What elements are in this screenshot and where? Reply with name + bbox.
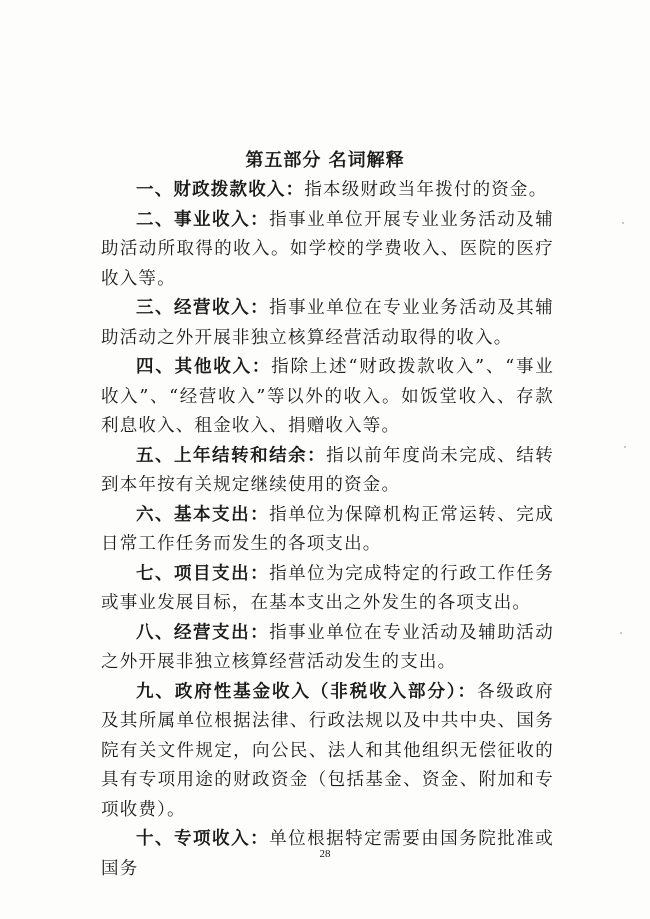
glossary-term: 五、上年结转和结余：	[136, 445, 327, 466]
scan-speck	[620, 632, 622, 634]
glossary-term: 一、财政拨款收入：	[136, 180, 305, 200]
glossary-definition: 指以前年度尚未完成、结转到本年按有关规定继续使用的资金。	[101, 445, 554, 495]
glossary-body	[101, 176, 554, 884]
glossary-entry-5	[101, 442, 554, 501]
glossary-term: 十、专项收入：	[136, 829, 270, 849]
glossary-definition: 指单位为保障机构正常运转、完成日常工作任务而发生的各项支出。	[101, 504, 555, 554]
glossary-term: 二、事业收入：	[136, 209, 270, 230]
page-number: 28	[319, 848, 331, 860]
glossary-entry-7	[101, 560, 554, 619]
glossary-entry-9	[101, 678, 554, 826]
glossary-entry-8	[101, 619, 554, 678]
glossary-term: 三、经营收入：	[136, 298, 270, 318]
glossary-entry-2	[101, 206, 554, 295]
glossary-term: 四、其他收入：	[136, 357, 272, 377]
glossary-definition: 单位根据特定需要由国务院批准或国务	[101, 829, 555, 879]
scan-speck	[624, 446, 626, 448]
glossary-entry-3	[101, 294, 554, 353]
glossary-term: 七、项目支出：	[136, 563, 270, 584]
glossary-definition: 指除上述“财政拨款收入”、“事业收入”、“经营收入”等以外的收入。如饭堂收入、存款利息收入、租金收入、捐赠收入等。	[101, 357, 554, 436]
section-title: 第五部分 名词解释	[245, 150, 405, 171]
glossary-term: 九、政府性基金收入（非税收入部分）：	[136, 681, 477, 702]
glossary-definition: 指单位为完成特定的行政工作任务或事业发展目标，在基本支出之外发生的各项支出。	[101, 563, 555, 613]
glossary-definition: 指事业单位在专业业务活动及其辅助活动之外开展非独立核算经营活动取得的收入。	[101, 298, 555, 348]
glossary-definition: 指事业单位开展专业业务活动及辅助活动所取得的收入。如学校的学费收入、医院的医疗收入等。	[101, 209, 555, 289]
glossary-entry-6	[101, 501, 554, 560]
glossary-entry-1	[101, 176, 554, 206]
scan-speck	[622, 222, 624, 224]
glossary-definition: 指本级财政当年拨付的资金。	[304, 180, 548, 200]
glossary-entry-4	[101, 353, 554, 442]
glossary-definition: 指事业单位在专业活动及辅助活动之外开展非独立核算经营活动发生的支出。	[101, 622, 555, 672]
glossary-definition: 各级政府及其所属单位根据法律、行政法规以及中共中央、国务院有关文件规定，向公民、法人和其他组织无偿征收的具有专项用途的财政资金（包括基金、资金、附加和专项收费）。	[101, 681, 554, 820]
glossary-term: 六、基本支出：	[136, 504, 270, 525]
glossary-term: 八、经营支出：	[136, 622, 270, 643]
